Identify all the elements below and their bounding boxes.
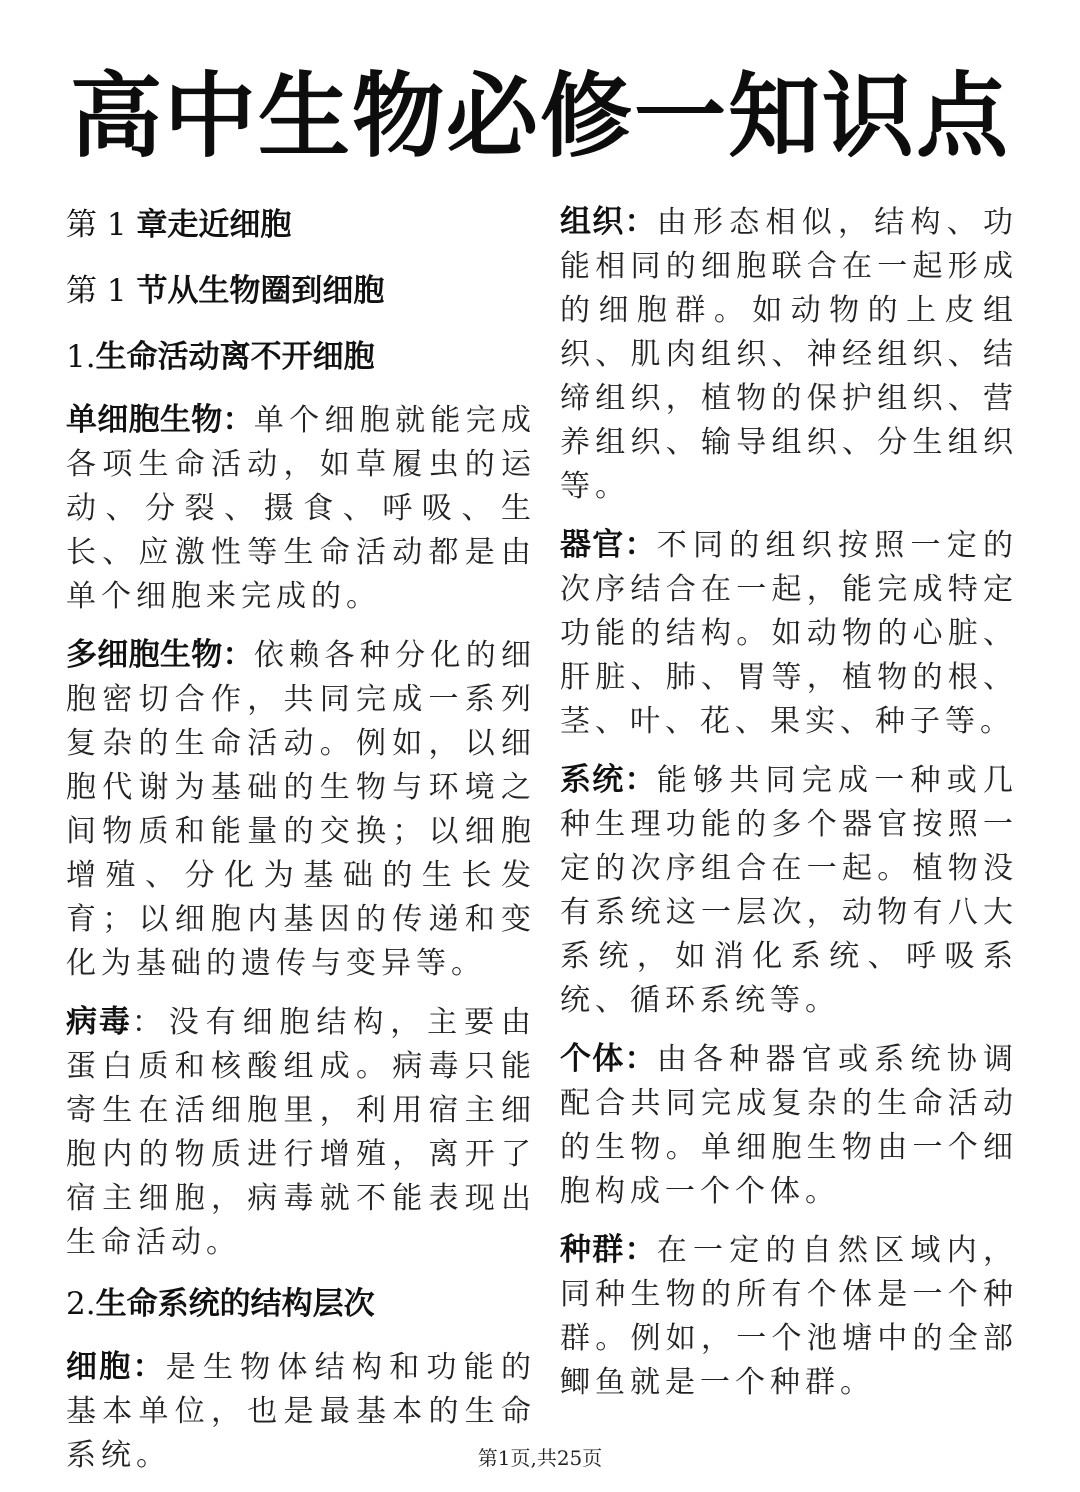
population-paragraph — [560, 1228, 1018, 1405]
virus-paragraph — [66, 1000, 536, 1265]
population-term: 种群： — [560, 1232, 657, 1268]
point-number-2: 2. — [66, 1286, 96, 1322]
point-number-1: 1. — [66, 339, 96, 375]
page-number: 第1页,共25页 — [477, 1446, 603, 1470]
section-label: 节从生物圈到细胞 — [136, 273, 385, 309]
point-heading-1 — [66, 332, 536, 382]
point-heading-2 — [66, 1279, 536, 1329]
page-title: 高中生物必修一知识点 — [69, 63, 1010, 170]
section-number: 第 1 — [66, 273, 137, 309]
virus-text: ：没有细胞结构，主要由蛋白质和核酸组成。病毒只能寄生在活细胞里，利用宿主细胞内的物质进行增殖，离开了宿主细胞，病毒就不能表现出生命活动。 — [66, 1005, 537, 1260]
chapter-label: 章走近细胞 — [136, 207, 292, 243]
population-text: 在一定的自然区域内，同种生物的所有个体是一个种群。例如，一个池塘中的全部鲫鱼就是一个种群。 — [560, 1233, 1018, 1400]
chapter-number: 第 1 — [66, 207, 137, 243]
multicellular-paragraph — [66, 633, 536, 986]
individual-text: 由各种器官或系统协调配合共同完成复杂的生命活动的生物。单细胞生物由一个细胞构成一个个体。 — [560, 1042, 1018, 1209]
section-heading — [66, 266, 536, 316]
point-label-1: 生命活动离不开细胞 — [95, 339, 375, 375]
cell-text: 是生物体结构和功能的基本单位，也是最基本的生命系统。 — [66, 1350, 536, 1473]
cell-term: 细胞： — [66, 1349, 166, 1385]
multicellular-text: 依赖各种分化的细胞密切合作，共同完成一系列复杂的生命活动。例如，以细胞代谢为基础的生物与环境之间物质和能量的交换；以细胞增殖、分化为基础的生长发育；以细胞内基因的传递和变化为基础的遗传与变异等。 — [66, 638, 537, 981]
system-paragraph — [560, 758, 1018, 1023]
tissue-term: 组织： — [560, 204, 657, 240]
tissue-paragraph — [560, 200, 1018, 509]
unicellular-term: 单细胞生物： — [66, 402, 254, 438]
individual-term: 个体： — [560, 1041, 657, 1077]
unicellular-text: 单个细胞就能完成各项生命活动，如草履虫的运动、分裂、摄食、呼吸、生长、应激性等生命活动都是由单个细胞来完成的。 — [66, 403, 537, 614]
organ-term: 器官： — [560, 527, 657, 563]
system-text: 能够共同完成一种或几种生理功能的多个器官按照一定的次序组合在一起。植物没有系统这一层次，动物有八大系统，如消化系统、呼吸系统、循环系统等。 — [560, 763, 1018, 1018]
unicellular-paragraph — [66, 398, 536, 619]
individual-paragraph — [560, 1037, 1018, 1214]
system-term: 系统： — [560, 762, 657, 798]
organ-paragraph — [560, 523, 1018, 744]
right-column — [560, 200, 1018, 1419]
tissue-text: 由形态相似，结构、功能相同的细胞联合在一起形成的细胞群。如动物的上皮组织、肌肉组织、神经组织、结缔组织，植物的保护组织、营养组织、输导组织、分生组织等。 — [560, 205, 1018, 504]
organ-text: 不同的组织按照一定的次序结合在一起，能完成特定功能的结构。如动物的心脏、肝脏、肺、胃等，植物的根、茎、叶、花、果实、种子等。 — [560, 528, 1018, 739]
virus-term: 病毒 — [66, 1004, 132, 1040]
multicellular-term: 多细胞生物： — [66, 637, 254, 673]
chapter-heading — [66, 200, 536, 250]
left-column — [66, 200, 536, 1492]
point-label-2: 生命系统的结构层次 — [95, 1286, 375, 1322]
